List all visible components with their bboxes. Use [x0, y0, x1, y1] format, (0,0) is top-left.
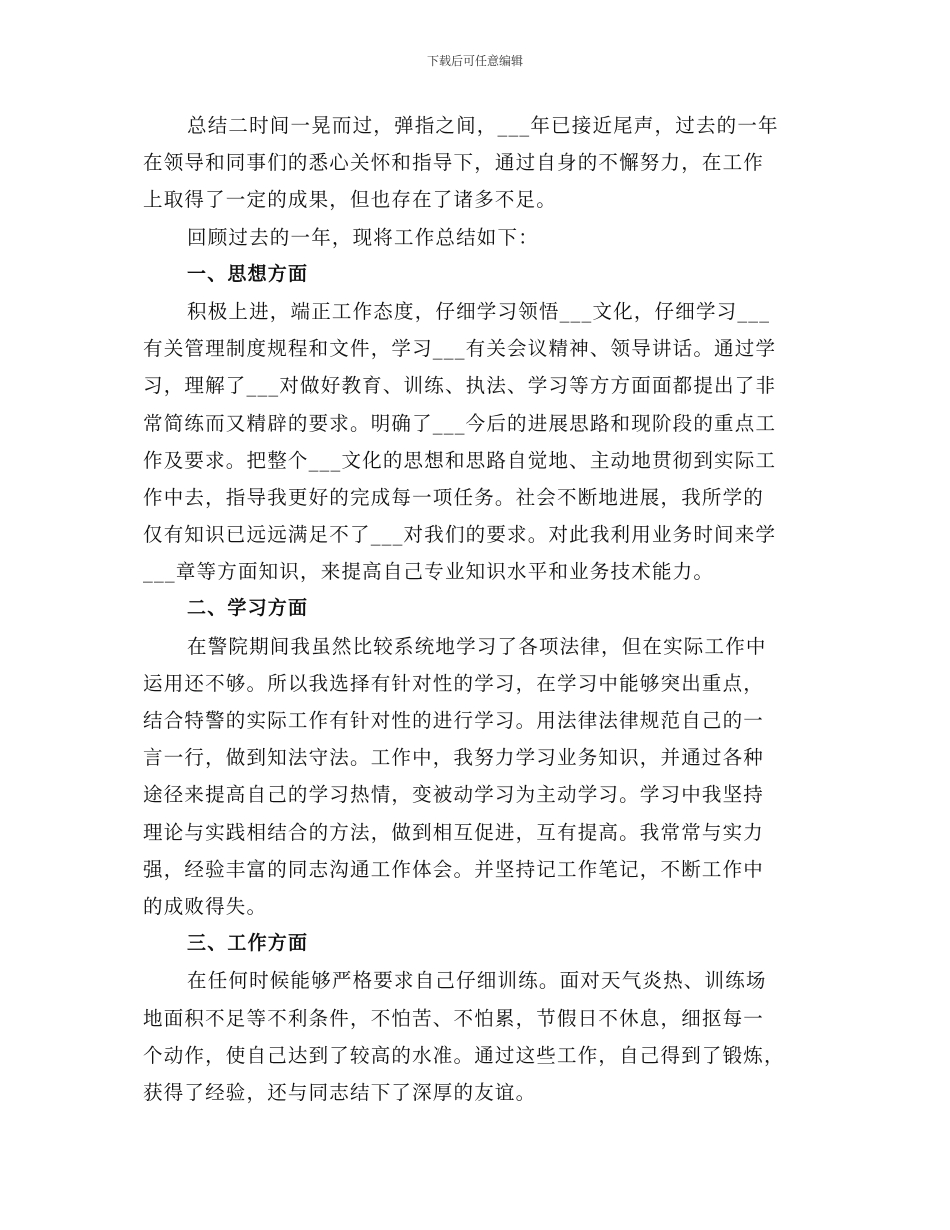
paragraph-line: 上取得了一定的成果，但也存在了诸多不足。 — [143, 188, 558, 212]
paragraph-line: 作中去，指导我更好的完成每一项任务。社会不断地进展，我所学的 — [143, 485, 765, 509]
paragraph-line: 作及要求。把整个___文化的思想和思路自觉地、主动地贯彻到实际工 — [143, 448, 777, 472]
paragraph-line: 积极上进，端正工作态度，仔细学习领悟___文化，仔细学习___ — [187, 299, 771, 323]
paragraph-line: 理论与实践相结合的方法，做到相互促进，互有提高。我常常与实力 — [143, 820, 765, 844]
paragraph-line: 途径来提高自己的学习热情，变被动学习为主动学习。学习中我坚持 — [143, 783, 765, 807]
paragraph-line: 习，理解了___对做好教育、训练、执法、学习等方方面面都提出了非 — [143, 374, 777, 398]
paragraph-line: 在领导和同事们的悉心关怀和指导下，通过自身的不懈努力，在工作 — [143, 151, 765, 175]
paragraph-line: 言一行，做到知法守法。工作中，我努力学习业务知识，并通过各种 — [143, 746, 765, 770]
section-heading: 一、思想方面 — [187, 262, 309, 285]
paragraph-line: 结合特警的实际工作有针对性的进行学习。用法律法律规范自己的一 — [143, 709, 765, 732]
paragraph-line: ___章等方面知识，来提高自己专业知识水平和业务技术能力。 — [143, 560, 715, 584]
paragraph-line: 的成败得失。 — [143, 894, 268, 918]
paragraph-line: 在任何时候能够严格要求自己仔细训练。面对天气炎热、训练场 — [187, 969, 767, 993]
paragraph-line: 运用还不够。所以我选择有针对性的学习，在学习中能够突出重点， — [143, 671, 765, 695]
page-header-note: 下载后可任意编辑 — [426, 54, 523, 68]
paragraph-line: 仅有知识已远远满足不了___对我们的要求。对此我利用业务时间来学 — [143, 523, 777, 547]
paragraph-line: 在警院期间我虽然比较系统地学习了各项法律，但在实际工作中 — [187, 634, 767, 658]
paragraph-line: 回顾过去的一年，现将工作总结如下： — [187, 225, 539, 249]
paragraph-line: 总结二时间一晃而过，弹指之间，___年已接近尾声，过去的一年 — [187, 114, 779, 137]
paragraph-line: 地面积不足等不利条件，不怕苦、不怕累，节假日不休息，细抠每一 — [143, 1006, 765, 1030]
section-heading: 二、学习方面 — [187, 597, 309, 620]
section-heading: 三、工作方面 — [187, 932, 309, 955]
paragraph-line: 强，经验丰富的同志沟通工作体会。并坚持记工作笔记，不断工作中 — [143, 857, 765, 881]
document-body — [143, 107, 827, 1111]
paragraph-line: 获得了经验，还与同志结下了深厚的友谊。 — [143, 1080, 537, 1104]
paragraph-line: 个动作，使自己达到了较高的水准。通过这些工作，自己得到了锻炼， — [143, 1043, 785, 1067]
paragraph-line: 常简练而又精辟的要求。明确了___今后的进展思路和现阶段的重点工 — [143, 411, 777, 435]
paragraph-line: 有关管理制度规程和文件，学习___有关会议精神、领导讲话。通过学 — [143, 337, 777, 361]
